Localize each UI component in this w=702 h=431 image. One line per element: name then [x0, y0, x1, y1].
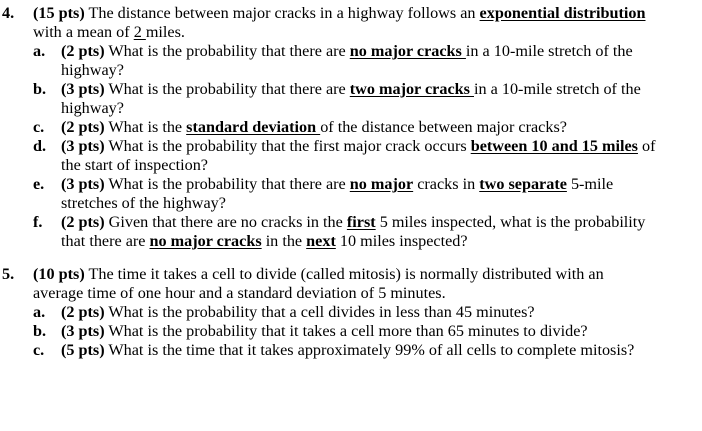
part-text: Given that there are no cracks in the — [104, 213, 347, 231]
part-text: 5 miles inspected, what is the probability that there are — [61, 213, 646, 250]
part-letter: b. — [33, 80, 47, 98]
part-points: (3 pts) — [61, 175, 105, 193]
part-points: (2 pts) — [61, 303, 105, 321]
problem-4 — [0, 4, 655, 251]
part-letter: d. — [33, 137, 47, 155]
part-points: (2 pts) — [61, 213, 105, 231]
intro-text: with a mean of — [33, 23, 134, 41]
part-points: (2 pts) — [61, 118, 105, 136]
part-text: What is the probability that it takes a cell more than 65 minutes to divide? — [104, 322, 588, 340]
part-f — [33, 213, 659, 251]
part-a — [33, 303, 659, 322]
part-emphasis: no major — [349, 175, 414, 193]
problem-5-intro — [33, 265, 655, 303]
problem-5 — [0, 265, 655, 360]
part-emphasis: two separate — [479, 175, 567, 193]
intro-text: miles. — [145, 23, 185, 41]
part-a — [33, 42, 659, 80]
intro-text: The distance between major cracks in a highway follows an — [84, 4, 480, 22]
mean-value: 2 — [133, 23, 146, 41]
part-emphasis: two major cracks — [349, 80, 474, 98]
part-text: What is the probability that there are — [104, 42, 350, 60]
part-c — [33, 341, 659, 360]
problem-5-parts — [33, 303, 655, 360]
part-emphasis: no major cracks — [149, 232, 262, 250]
part-text: What is the probability that the first major crack occurs — [104, 137, 471, 155]
part-e — [33, 175, 659, 213]
problem-4-intro — [33, 4, 655, 42]
problem-number: 5. — [2, 265, 15, 283]
part-points: (5 pts) — [61, 341, 105, 359]
part-points: (3 pts) — [61, 137, 105, 155]
part-emphasis: no major cracks — [349, 42, 466, 60]
document — [0, 4, 702, 360]
part-letter: c. — [33, 341, 45, 359]
part-text: What is the — [104, 118, 187, 136]
problem-points: (15 pts) — [33, 4, 85, 22]
part-points: (3 pts) — [61, 322, 105, 340]
part-points: (3 pts) — [61, 80, 105, 98]
part-emphasis: between 10 and 15 miles — [470, 137, 638, 155]
part-b — [33, 322, 659, 341]
part-text: cracks in — [413, 175, 480, 193]
part-letter: a. — [33, 303, 46, 321]
part-d — [33, 137, 659, 175]
part-text: in the — [261, 232, 307, 250]
intro-text: The time it takes a cell to divide (called mitosis) is normally distributed with an average time of one hour and a standard deviation of 5 minutes. — [33, 265, 604, 302]
part-letter: a. — [33, 42, 46, 60]
part-emphasis: next — [306, 232, 336, 250]
part-b — [33, 80, 659, 118]
part-text: of the distance between major cracks? — [320, 118, 567, 136]
part-text: What is the time that it takes approximately 99% of all cells to complete mitosis? — [104, 341, 635, 359]
part-text: 10 miles inspected? — [335, 232, 468, 250]
part-text: in a 10-mile stretch of the highway? — [61, 42, 633, 79]
part-text: What is the probability that there are — [104, 175, 350, 193]
part-text: What is the probability that a cell divides in less than 45 minutes? — [104, 303, 535, 321]
problem-number: 4. — [2, 4, 15, 22]
part-emphasis: first — [346, 213, 376, 231]
problem-points: (10 pts) — [33, 265, 85, 283]
part-text: What is the probability that there are — [104, 80, 350, 98]
part-letter: e. — [33, 175, 45, 193]
part-text: in a 10-mile stretch of the highway? — [61, 80, 641, 117]
intro-emphasis: exponential distribution — [479, 4, 646, 22]
problem-4-parts — [33, 42, 655, 251]
part-letter: b. — [33, 322, 47, 340]
part-emphasis: standard deviation — [186, 118, 321, 136]
part-points: (2 pts) — [61, 42, 105, 60]
part-text: of the start of inspection? — [61, 137, 656, 174]
part-letter: f. — [33, 213, 43, 231]
part-c — [33, 118, 659, 137]
part-letter: c. — [33, 118, 45, 136]
part-text: 5-mile stretches of the highway? — [61, 175, 614, 212]
